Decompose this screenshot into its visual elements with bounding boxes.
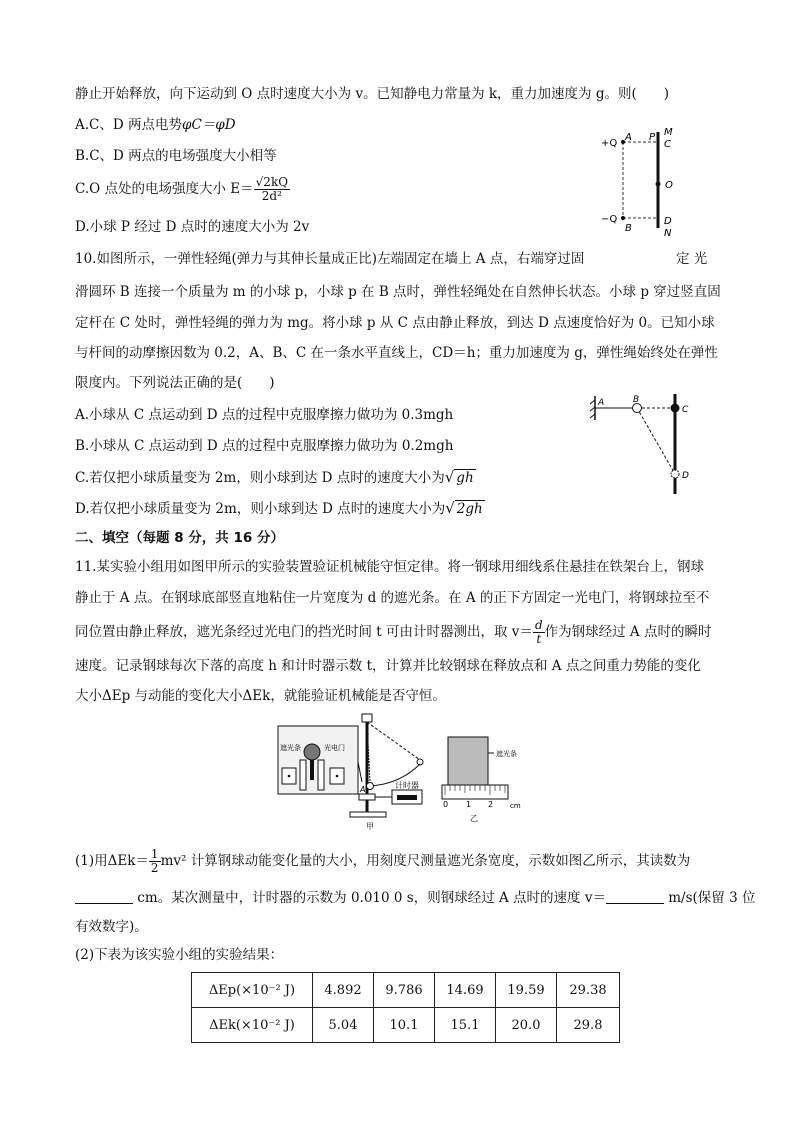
q10-label-a: A (598, 398, 605, 408)
answer-blank-width[interactable] (75, 891, 133, 904)
caption-jia: 甲 (366, 822, 374, 831)
q10-stem-line-3: 定杆在 C 处时，弹性轻绳的弹力为 mg。将小球 p 从 C 点由静止释放，到达 D 点速度恰好为 0。已知小球 (75, 315, 715, 331)
table-cell: 29.8 (557, 1008, 620, 1043)
q10-option-c: C.若仅把小球质量变为 2m，则小球到达 D 点时的速度大小为√ gh (75, 468, 474, 486)
row-label-ep: ΔEp(×10⁻² J) (192, 973, 313, 1008)
answer-blank-speed[interactable] (606, 891, 664, 904)
table-cell: 4.892 (313, 973, 374, 1008)
timer-label: 计时器 (395, 781, 419, 790)
ruler-tick-2: 2 (488, 800, 494, 809)
q11-figure-yi (440, 735, 535, 823)
q10-stem-line-1-tail: 定 光 (676, 251, 708, 267)
q11-part1-line-3: 有效数字)。 (75, 919, 148, 935)
q10-stem-line-5: 限度内。下列说法正确的是( ) (75, 375, 275, 391)
q11-stem-line-1: 11.某实验小组用如图甲所示的实验装置验证机械能守恒定律。将一钢球用细线系住悬挂在铁架台上，钢球 (75, 559, 704, 575)
table-cell: 10.1 (374, 1008, 435, 1043)
q11-stem-line-2: 静止于 A 点。在钢球底部竖直地粘住一片宽度为 d 的遮光条。在 A 的正下方固定一光电门，将钢球拉至不 (75, 590, 710, 606)
q10-label-b: B (633, 395, 640, 405)
q11-stem-line-5: 大小ΔEp 与动能的变化大小ΔEk，就能验证机械能是否守恒。 (75, 688, 446, 704)
section-heading: 二、填空（每题 8 分，共 16 分） (75, 530, 284, 546)
q11-part1-line-2: cm。某次测量中，计时器的示数为 0.010 0 s，则钢球经过 A 点时的速度 v＝ m/s(保留 3 位 (75, 888, 755, 908)
q10-label-c: C (682, 405, 689, 415)
q10-figure (585, 390, 710, 500)
q11-figure-jia (270, 712, 440, 832)
table-cell: 19.59 (496, 973, 557, 1008)
q10-stem-line-1: 10.如图所示，一弹性轻绳(弹力与其伸长量成正比)左端固定在墙上 A 点，右端穿过固 (75, 251, 585, 267)
table-row (192, 1008, 620, 1043)
q9-label-minusq: −Q (601, 214, 618, 225)
q9-option-b: B.C、D 两点的电场强度大小相等 (75, 148, 277, 164)
q10-option-b: B.小球从 C 点运动到 D 点的过程中克服摩擦力做功为 0.2mgh (75, 438, 454, 454)
q11-stem-line-4: 速度。记录钢球每次下落的高度 h 和计时器示数 t，计算并比较钢球在释放点和 A 点之间重力势能的变化 (75, 658, 701, 674)
q9-stem-line: 静止开始释放，向下运动到 O 点时速度大小为 v。已知静电力常量为 k，重力加速度为 g。则( ) (75, 86, 670, 102)
q9-label-b: B (625, 223, 632, 234)
table-cell: 20.0 (496, 1008, 557, 1043)
q10-label-d: D (682, 471, 689, 481)
table-cell: 5.04 (313, 1008, 374, 1043)
q9-label-plusq: +Q (601, 138, 618, 149)
q9-option-d: D.小球 P 经过 D 点时的速度大小为 2v (75, 219, 310, 235)
q10-stem-line-2: 滑圆环 B 连接一个质量为 m 的小球 p，小球 p 在 B 点时，弹性轻绳处在自然伸长状态。小球 p 穿过竖直固 (75, 284, 721, 300)
ruler-tick-0: 0 (443, 800, 449, 809)
caption-yi: 乙 (470, 814, 478, 823)
results-table (191, 972, 620, 1043)
table-cell: 15.1 (435, 1008, 496, 1043)
q10-option-a: A.小球从 C 点运动到 D 点的过程中克服摩擦力做功为 0.3mgh (75, 407, 454, 423)
q9-label-n: N (664, 228, 672, 239)
q10-stem-line-4: 与杆间的动摩擦因数为 0.2，A、B、C 在一条水平直线上，CD＝h；重力加速度为 g，弹性绳始终处在弹性 (75, 345, 718, 361)
q9-label-d: D (664, 216, 672, 227)
ruler-strip-label: 遮光条 (496, 750, 517, 758)
table-cell: 14.69 (435, 973, 496, 1008)
table-row (192, 973, 620, 1008)
q9-label-c: C (664, 139, 671, 150)
q11-stem-line-3: 同位置由静止释放，遮光条经过光电门的挡光时间 t 可由计时器测出，取 v＝ $\frac{d}{t}$ 作为钢球经过 A 点时的瞬时 (75, 618, 712, 646)
q11-label-a: A (360, 785, 366, 794)
q9-label-a: A (625, 132, 632, 143)
q10-option-d: D.若仅把小球质量变为 2m，则小球到达 D 点时的速度大小为√ 2gh (75, 499, 483, 517)
q9-option-c: C.O 点处的电场强度大小 E＝ $\frac{√2kQ}{\text{2d²}}$ (75, 175, 289, 203)
ruler-unit: cm (510, 802, 521, 810)
q11-part1-line-1: (1)用ΔEk＝ $\frac{1}{2}$ mv² 计算钢球动能变化量的大小，用刻度尺测量遮光条宽度，示数如图乙所示，其读数为 (75, 847, 691, 875)
row-label-ek: ΔEk(×10⁻² J) (192, 1008, 313, 1043)
table-cell: 9.786 (374, 973, 435, 1008)
q9-figure (595, 120, 705, 245)
q9-label-p: P (649, 132, 656, 143)
shade-strip-label: 遮光条 (280, 744, 301, 752)
q9-option-a: A.C、D 两点电势φC＝φD (75, 117, 236, 133)
table-cell: 29.38 (557, 973, 620, 1008)
q11-part2-intro: (2)下表为该实验小组的实验结果： (75, 947, 284, 963)
photo-gate-label: 光电门 (324, 744, 345, 752)
ruler-tick-1: 1 (466, 800, 472, 809)
q9-label-m: M (664, 127, 673, 138)
q9-label-o: O (665, 180, 673, 191)
